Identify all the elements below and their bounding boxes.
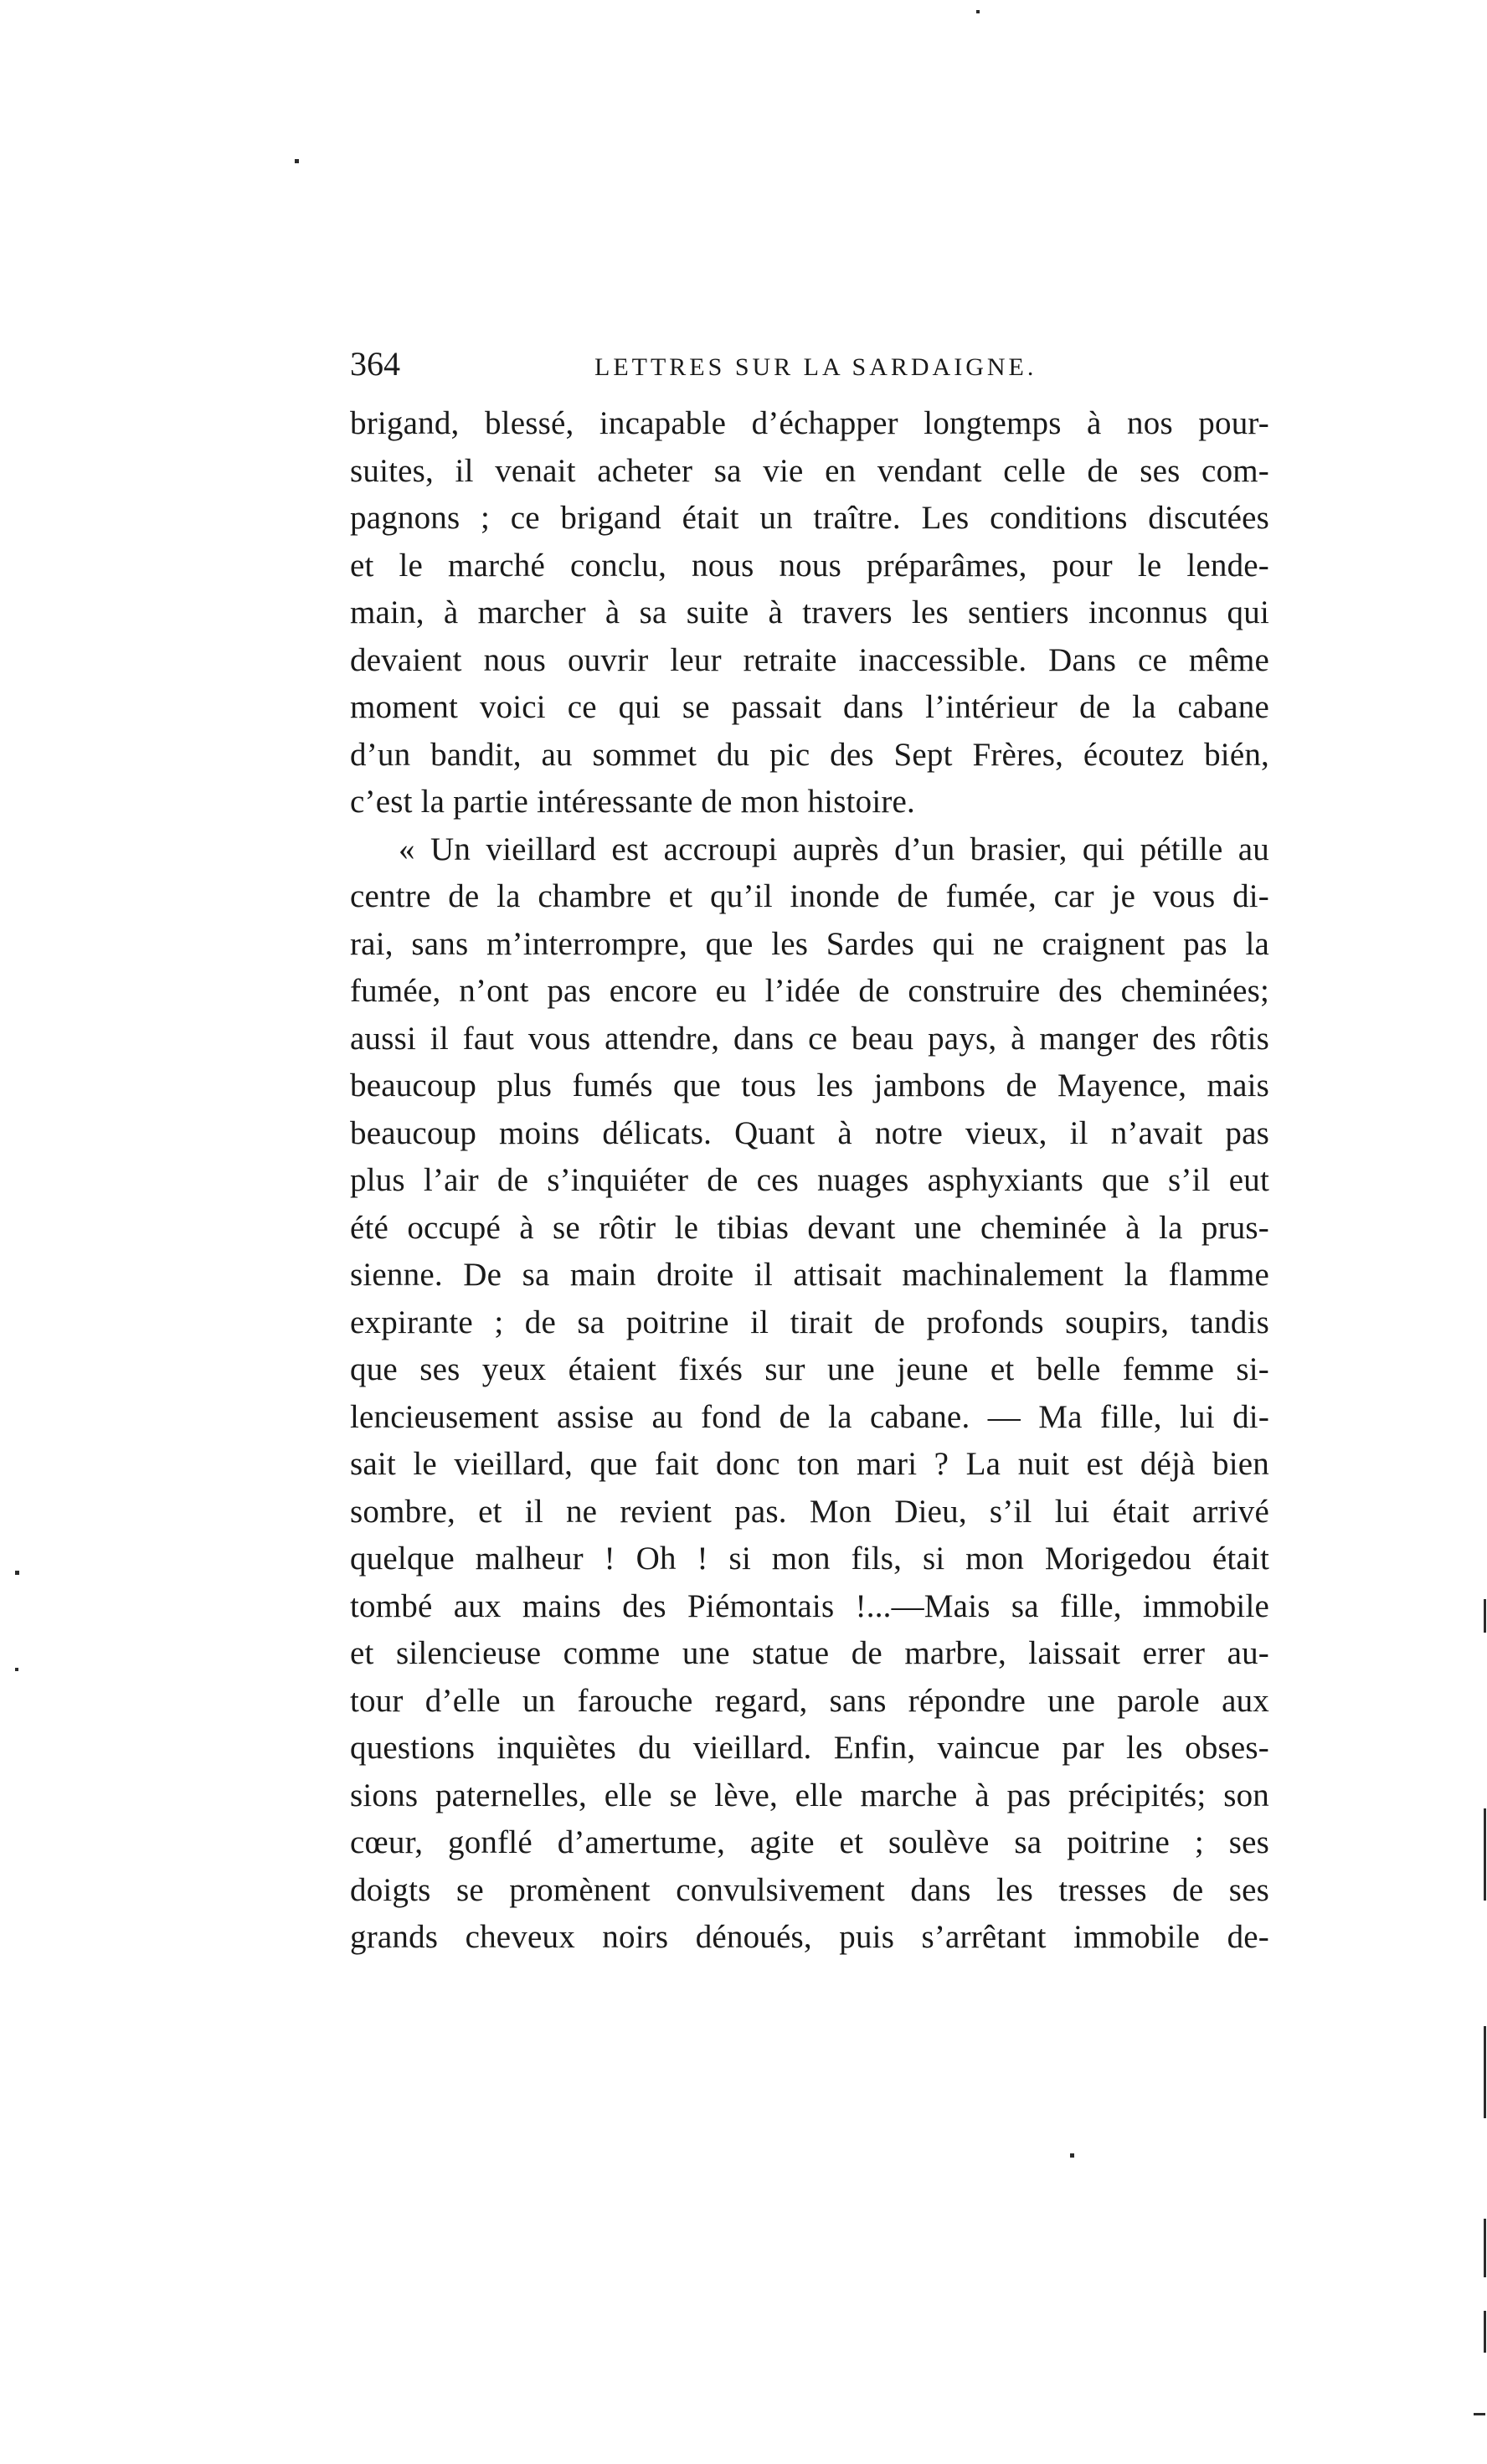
scan-artifact [1484, 1808, 1486, 1901]
text-line: sienne. De sa main droite il attisait machinalement la flamme [350, 1257, 1269, 1293]
scan-speck [295, 159, 299, 163]
scan-artifact [1484, 1599, 1486, 1633]
scan-speck [15, 1668, 18, 1671]
text-line: fumée, n’ont pas encore eu l’idée de construire des cheminées; [350, 973, 1269, 1009]
body-text [350, 400, 1269, 1962]
text-line: main, à marcher à sa suite à travers les sentiers inconnus qui [350, 594, 1269, 630]
text-line: c’est la partie intéressante de mon histoire. [350, 784, 916, 820]
text-line: d’un bandit, au sommet du pic des Sept Frères, écoutez bién, [350, 736, 1269, 773]
text-line: sions paternelles, elle se lève, elle marche à pas précipités; son [350, 1777, 1269, 1813]
text-line: beaucoup moins délicats. Quant à notre vieux, il n’avait pas [350, 1114, 1269, 1151]
text-line: beaucoup plus fumés que tous les jambons de Mayence, mais [350, 1067, 1269, 1103]
text-line: pagnons ; ce brigand était un traître. Les conditions discutées [350, 500, 1269, 536]
scan-artifact [1484, 2026, 1486, 2118]
text-line: questions inquiètes du vieillard. Enfin, vaincue par les obses- [350, 1730, 1269, 1766]
text-line: moment voici ce qui se passait dans l’intérieur de la cabane [350, 689, 1269, 725]
scan-artifact [1484, 2311, 1486, 2353]
text-line: brigand, blessé, incapable d’échapper longtemps à nos pour- [350, 405, 1269, 441]
scan-artifact [1484, 2219, 1486, 2277]
text-line: devaient nous ouvrir leur retraite inaccessible. Dans ce même [350, 641, 1269, 678]
scan-artifact [1474, 2413, 1485, 2415]
running-title: LETTRES SUR LA SARDAIGNE. [594, 353, 1037, 381]
text-line: plus l’air de s’inquiéter de ces nuages asphyxiants que s’il eut [350, 1162, 1269, 1198]
scan-speck [15, 1571, 19, 1575]
text-line: que ses yeux étaient fixés sur une jeune et belle femme si- [350, 1351, 1269, 1387]
text-line: et silencieuse comme une statue de marbre, laissait errer au- [350, 1635, 1269, 1671]
text-line: centre de la chambre et qu’il inonde de fumée, car je vous di- [350, 878, 1269, 914]
page-header [350, 339, 1271, 389]
text-line: « Un vieillard est accroupi auprès d’un brasier, qui pétille au [399, 831, 1269, 867]
text-line: tombé aux mains des Piémontais !...—Mais sa fille, immobile [350, 1587, 1269, 1624]
text-line: et le marché conclu, nous nous préparâmes, pour le lende- [350, 547, 1269, 584]
text-line: grands cheveux noirs dénoués, puis s’arrêtant immobile de- [350, 1919, 1269, 1955]
scan-speck [976, 10, 980, 13]
text-line: aussi il faut vous attendre, dans ce beau pays, à manger des rôtis [350, 1020, 1269, 1057]
text-line: quelque malheur ! Oh ! si mon fils, si mon Morigedou était [350, 1541, 1269, 1577]
text-line: été occupé à se rôtir le tibias devant une cheminée à la prus- [350, 1209, 1269, 1246]
text-line: rai, sans m’interrompre, que les Sardes qui ne craignent pas la [350, 925, 1269, 962]
scan-speck [1070, 2153, 1074, 2158]
text-line: sait le vieillard, que fait donc ton mari ? La nuit est déjà bien [350, 1446, 1269, 1482]
page-number: 364 [350, 345, 400, 383]
text-line: lencieusement assise au fond de la cabane. — Ma fille, lui di- [350, 1398, 1269, 1435]
text-line: cœur, gonflé d’amertume, agite et soulève sa poitrine ; ses [350, 1824, 1269, 1860]
text-line: tour d’elle un farouche regard, sans répondre une parole aux [350, 1682, 1269, 1719]
text-line: sombre, et il ne revient pas. Mon Dieu, s’il lui était arrivé [350, 1493, 1269, 1530]
text-line: suites, il venait acheter sa vie en vendant celle de ses com- [350, 452, 1269, 489]
text-line: expirante ; de sa poitrine il tirait de profonds soupirs, tandis [350, 1304, 1269, 1340]
text-line: doigts se promènent convulsivement dans les tresses de ses [350, 1871, 1269, 1908]
